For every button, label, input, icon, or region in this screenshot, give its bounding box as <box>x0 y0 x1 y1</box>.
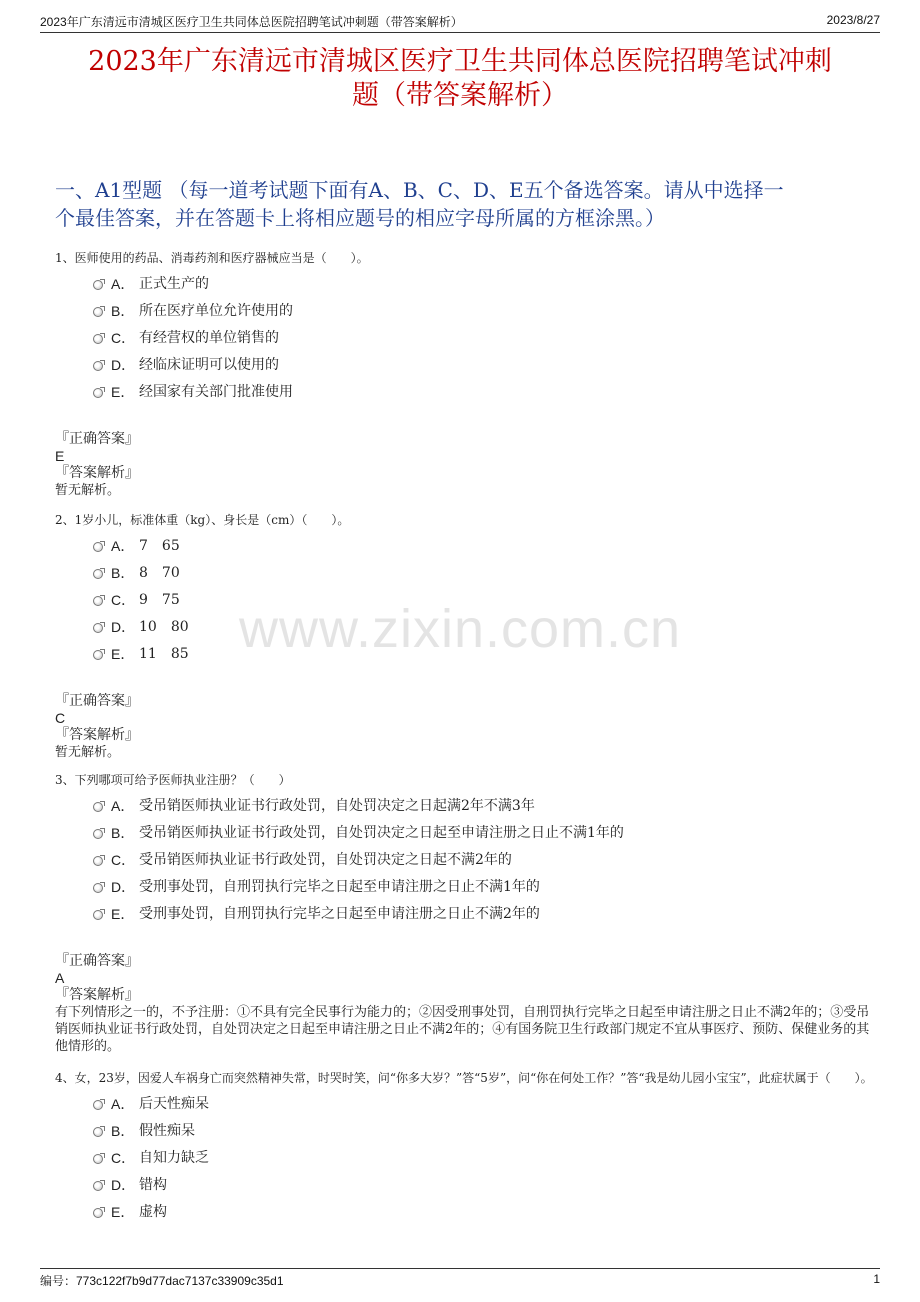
option-c[interactable] <box>93 590 880 617</box>
question-2 <box>55 510 880 761</box>
option-text: 10 80 <box>139 619 189 635</box>
document-title-line-2: 题（带答案解析） <box>352 80 568 111</box>
option-key: B． <box>111 565 135 581</box>
analysis-label: 『答案解析』 <box>55 727 139 743</box>
section-heading-line-1: 一、A1型题 （每一道考试题下面有A、B、C、D、E五个备选答案。请从中选择一 <box>55 178 784 202</box>
option-text: 错构 <box>139 1177 167 1193</box>
option-a[interactable] <box>93 274 880 301</box>
option-key: A． <box>111 538 135 554</box>
correct-answer-value: C <box>55 710 66 726</box>
option-key: A． <box>111 798 135 814</box>
radio-icon[interactable] <box>93 280 103 290</box>
header-date: 2023/8/27 <box>826 13 880 27</box>
option-a[interactable] <box>93 1094 880 1121</box>
correct-answer-label: 『正确答案』 <box>55 953 139 969</box>
radio-icon[interactable] <box>93 569 103 579</box>
analysis-label: 『答案解析』 <box>55 987 139 1003</box>
option-key: D． <box>111 1177 136 1193</box>
analysis-text: 暂无解析。 <box>55 745 121 760</box>
option-c[interactable] <box>93 850 880 877</box>
option-key: D． <box>111 357 136 373</box>
answer-block <box>55 693 880 761</box>
option-e[interactable] <box>93 644 880 671</box>
correct-answer-value: A <box>55 970 65 986</box>
radio-icon[interactable] <box>93 1208 103 1218</box>
option-b[interactable] <box>93 301 880 328</box>
radio-icon[interactable] <box>93 334 103 344</box>
option-key: C． <box>111 592 136 608</box>
option-key: B． <box>111 303 135 319</box>
option-d[interactable] <box>93 877 880 904</box>
option-text: 7 65 <box>139 538 180 554</box>
radio-icon[interactable] <box>93 596 103 606</box>
question-stem: 1、医师使用的药品、消毒药剂和医疗器械应当是（ ）。 <box>55 251 369 265</box>
option-text: 经临床证明可以使用的 <box>139 357 279 373</box>
question-stem: 2、1岁小儿，标准体重（kg）、身长是（cm）（ ）。 <box>55 513 350 527</box>
option-text: 受吊销医师执业证书行政处罚，自处罚决定之日起至申请注册之日止不满1年的 <box>139 825 624 841</box>
radio-icon[interactable] <box>93 1100 103 1110</box>
watermark: www.zixin.com.cn <box>238 599 682 659</box>
analysis-text: 有下列情形之一的，不予注册：①不具有完全民事行为能力的；②因受刑事处罚，自刑罚执行完毕之日起至申请注册之日止不满2年的；③受吊销医师执业证书行政处罚，自处罚决定之日起至申请注册之日止不满2年的；④有国务院卫生行政部门规定不宜从事医疗、预防、保健业务的其他情形的。 <box>55 1005 870 1054</box>
question-stem: 3、下列哪项可给予医师执业注册？（ ） <box>55 773 291 787</box>
correct-answer-value: E <box>55 448 65 464</box>
option-key: C． <box>111 1150 136 1166</box>
option-c[interactable] <box>93 328 880 355</box>
option-e[interactable] <box>93 1202 880 1229</box>
option-list <box>93 796 880 931</box>
option-text: 自知力缺乏 <box>139 1150 209 1166</box>
radio-icon[interactable] <box>93 802 103 812</box>
section-heading-line-2: 个最佳答案，并在答题卡上将相应题号的相应字母所属的方框涂黑。） <box>55 206 665 230</box>
option-text: 经国家有关部门批准使用 <box>139 384 293 400</box>
option-a[interactable] <box>93 796 880 823</box>
radio-icon[interactable] <box>93 829 103 839</box>
option-text: 正式生产的 <box>139 276 209 292</box>
option-text: 受刑事处罚，自刑罚执行完毕之日起至申请注册之日止不满2年的 <box>139 906 540 922</box>
option-text: 有经营权的单位销售的 <box>139 330 279 346</box>
radio-icon[interactable] <box>93 910 103 920</box>
answer-block <box>55 431 880 499</box>
question-4 <box>55 1068 880 1229</box>
option-text: 受刑事处罚，自刑罚执行完毕之日起至申请注册之日止不满1年的 <box>139 879 540 895</box>
section-heading <box>55 176 880 232</box>
option-d[interactable] <box>93 617 880 644</box>
option-d[interactable] <box>93 355 880 382</box>
radio-icon[interactable] <box>93 1127 103 1137</box>
option-list <box>93 1094 880 1229</box>
option-text: 所在医疗单位允许使用的 <box>139 303 293 319</box>
option-text: 11 85 <box>139 646 189 662</box>
analysis-label: 『答案解析』 <box>55 465 139 481</box>
option-text: 受吊销医师执业证书行政处罚，自处罚决定之日起不满2年的 <box>139 852 512 868</box>
option-d[interactable] <box>93 1175 880 1202</box>
option-list <box>93 536 880 671</box>
radio-icon[interactable] <box>93 1181 103 1191</box>
option-e[interactable] <box>93 382 880 409</box>
option-list <box>93 274 880 409</box>
answer-block <box>55 953 880 1055</box>
option-key: E． <box>111 646 135 662</box>
radio-icon[interactable] <box>93 623 103 633</box>
option-key: C． <box>111 852 136 868</box>
option-text: 9 75 <box>139 592 180 608</box>
question-3 <box>55 770 880 1055</box>
radio-icon[interactable] <box>93 307 103 317</box>
option-key: D． <box>111 879 136 895</box>
option-b[interactable] <box>93 1121 880 1148</box>
analysis-text: 暂无解析。 <box>55 483 121 498</box>
option-text: 虚构 <box>139 1204 167 1220</box>
option-key: B． <box>111 1123 135 1139</box>
radio-icon[interactable] <box>93 361 103 371</box>
document-code: 编号：773c122f7b9d77dac7137c33909c35d1 <box>40 1274 284 1288</box>
option-key: A． <box>111 276 135 292</box>
option-key: E． <box>111 384 135 400</box>
option-a[interactable] <box>93 536 880 563</box>
option-key: E． <box>111 1204 135 1220</box>
correct-answer-label: 『正确答案』 <box>55 431 139 447</box>
header-doc-title: 2023年广东清远市清城区医疗卫生共同体总医院招聘笔试冲刺题（带答案解析） <box>40 15 463 29</box>
page-number: 1 <box>873 1272 880 1286</box>
radio-icon[interactable] <box>93 542 103 552</box>
option-text: 假性痴呆 <box>139 1123 195 1139</box>
option-key: E． <box>111 906 135 922</box>
radio-icon[interactable] <box>93 883 103 893</box>
radio-icon[interactable] <box>93 1154 103 1164</box>
option-key: B． <box>111 825 135 841</box>
question-stem: 4、女，23岁，因爱人车祸身亡而突然精神失常，时哭时笑，问“你多大岁？”答“5岁”，问“你在何处工作？”答“我是幼儿园小宝宝”，此症状属于（ ）。 <box>55 1071 873 1085</box>
radio-icon[interactable] <box>93 856 103 866</box>
question-1 <box>55 248 880 499</box>
document-title-line-1: 2023年广东清远市清城区医疗卫生共同体总医院招聘笔试冲刺 <box>88 46 832 77</box>
option-key: C． <box>111 330 136 346</box>
radio-icon[interactable] <box>93 388 103 398</box>
option-e[interactable] <box>93 904 880 931</box>
document-title <box>40 45 880 113</box>
page-footer <box>40 1268 880 1289</box>
page-header <box>40 10 880 33</box>
option-c[interactable] <box>93 1148 880 1175</box>
option-b[interactable] <box>93 823 880 850</box>
option-text: 受吊销医师执业证书行政处罚，自处罚决定之日起满2年不满3年 <box>139 798 535 814</box>
radio-icon[interactable] <box>93 650 103 660</box>
option-key: A． <box>111 1096 135 1112</box>
option-key: D． <box>111 619 136 635</box>
option-text: 8 70 <box>139 565 180 581</box>
option-b[interactable] <box>93 563 880 590</box>
correct-answer-label: 『正确答案』 <box>55 693 139 709</box>
option-text: 后天性痴呆 <box>139 1096 209 1112</box>
